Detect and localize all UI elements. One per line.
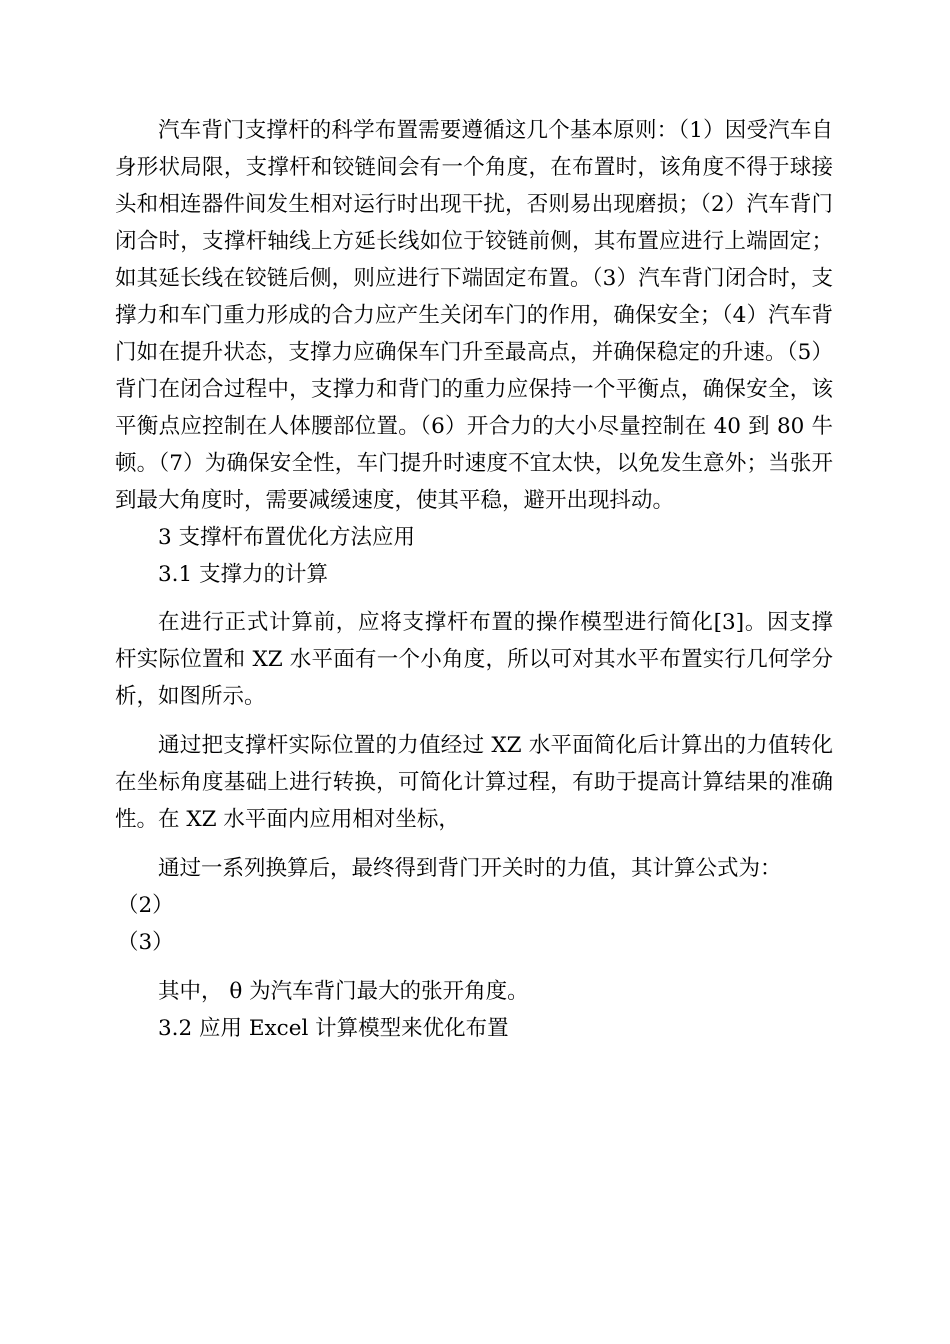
document-page [115,112,833,1047]
conversion-paragraph: 通过把支撑杆实际位置的力值经过 XZ 水平面简化后计算出的力值转化在坐标角度基础上进行转换，可简化计算过程，有助于提高计算结果的准确性。在 XZ 水平面内应用相对坐标， [115,733,833,832]
equation-number-2: （2） [117,893,174,918]
formula-intro-paragraph: 通过一系列换算后，最终得到背门开关时的力值，其计算公式为： [158,856,782,881]
section-heading-3: 3 支撑杆布置优化方法应用 [158,525,416,550]
simplification-paragraph: 在进行正式计算前，应将支撑杆布置的操作模型进行简化[3]。因支撑杆实际位置和 XZ 水平面有一个小角度，所以可对其水平布置实行几何学分析，如图所示。 [115,610,833,709]
principles-paragraph: 汽车背门支撑杆的科学布置需要遵循这几个基本原则：（1）因受汽车自身形状局限，支撑杆和铰链间会有一个角度，在布置时，该角度不得于球接头和相连器件间发生相对运行时出现干扰，否则易出现磨损；（2）汽车背门闭合时，支撑杆轴线上方延长线如位于铰链前侧，其布置应进行上端固定；如其延长线在铰链后侧，则应进行下端固定布置。（3）汽车背门闭合时，支撑力和车门重力形成的合力应产生关闭车门的作用，确保安全；（4）汽车背门如在提升状态，支撑力应确保车门升至最高点，并确保稳定的升速。（5）背门在闭合过程中，支撑力和背门的重力应保持一个平衡点，确保安全，该平衡点应控制在人体腰部位置。（6）开合力的大小尽量控制在 40 到 80 牛顿。（7）为确保安全性，车门提升时速度不宜太快，以免发生意外；当张开到最大角度时，需要减缓速度，使其平稳，避开出现抖动。 [115,118,833,513]
theta-definition-paragraph: 其中， θ 为汽车背门最大的张开角度。 [158,979,529,1004]
subsection-heading-3-2: 3.2 应用 Excel 计算模型来优化布置 [158,1016,509,1041]
equation-number-3: （3） [117,930,174,955]
subsection-heading-3-1: 3.1 支撑力的计算 [158,562,329,587]
